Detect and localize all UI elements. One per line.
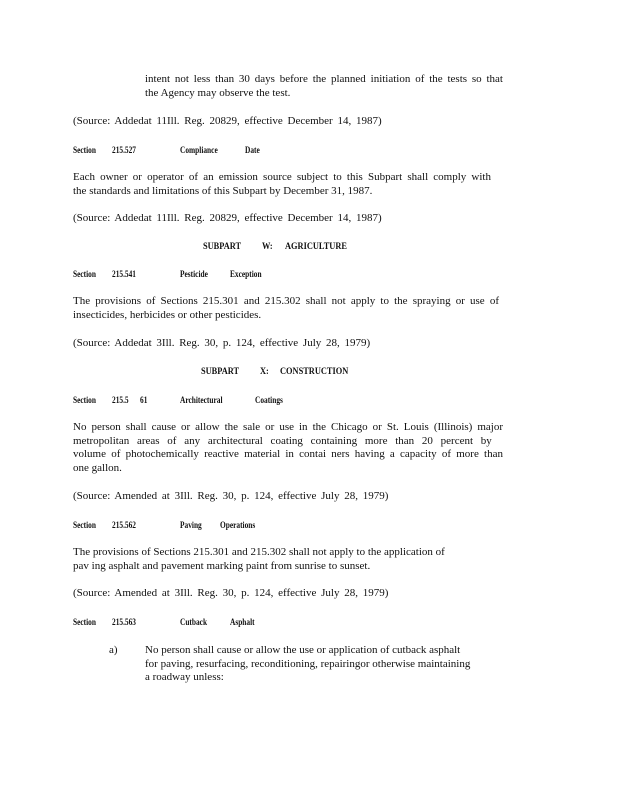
- section-title-1: Cutback: [180, 617, 208, 627]
- source-note: (Source: Amended at 3Ill. Reg. 30, p. 124, effective July 28, 1979): [73, 490, 389, 502]
- subpart-letter: X:: [260, 367, 269, 377]
- section-label: Section: [73, 395, 96, 405]
- section-label: Section: [73, 617, 96, 627]
- body-line-1: Each owner or operator of an emission source subject to this Subpart shall comply with: [73, 171, 491, 183]
- body-line-1: The provisions of Sections 215.301 and 215.302 shall not apply to the spraying or use of: [73, 295, 499, 307]
- section-label: Section: [73, 520, 96, 530]
- section-title-2: Exception: [230, 269, 262, 279]
- item-line-1: No person shall cause or allow the use or application of cutback asphalt: [145, 644, 461, 656]
- section-title-2: Coatings: [255, 395, 283, 405]
- subpart-title: CONSTRUCTION: [280, 367, 349, 377]
- list-marker: a): [109, 644, 118, 656]
- subpart-label: SUBPART: [203, 242, 242, 252]
- intro-paragraph: [145, 73, 503, 100]
- body-line-2: metropolitan areas of any architectural coating containing more than 20 percent by: [73, 434, 492, 447]
- section-title-2: Date: [245, 145, 260, 155]
- section-title-1: Compliance: [180, 145, 218, 155]
- subpart-label: SUBPART: [201, 367, 240, 377]
- section-number: 215.541: [112, 269, 136, 279]
- section-number: 215.562: [112, 520, 136, 530]
- body-line-2: the standards and limitations of this Subpart by December 31, 1987.: [73, 184, 373, 197]
- section-title-1: Paving: [180, 520, 202, 530]
- body-line-1: No person shall cause or allow the sale or use in the Chicago or St. Louis (Illinois) major: [73, 421, 503, 433]
- subpart-letter: W:: [262, 242, 273, 252]
- body-line-2: pav ing asphalt and pavement marking paint from sunrise to sunset.: [73, 559, 371, 572]
- body-line-2: insecticides, herbicides or other pesticides.: [73, 308, 262, 321]
- section-title-1: Pesticide: [180, 269, 208, 279]
- item-line-2: for paving, resurfacing, reconditioning, repairingor otherwise maintaining: [145, 657, 471, 670]
- item-line-3: a roadway unless:: [145, 671, 224, 683]
- section-title-2: Asphalt: [230, 617, 255, 627]
- section-number: 215.527: [112, 145, 136, 155]
- section-215-541-body: [73, 295, 499, 322]
- source-note: (Source: Addedat 11Ill. Reg. 20829, effective December 14, 1987): [73, 115, 382, 127]
- intro-line-2: the Agency may observe the test.: [145, 86, 291, 99]
- list-item-a: [145, 644, 495, 685]
- section-215-561-body: [73, 421, 503, 475]
- section-number: 215.563: [112, 617, 136, 627]
- section-number: 215.5: [112, 395, 129, 405]
- section-label: Section: [73, 145, 96, 155]
- section-title-2: Operations: [220, 520, 256, 530]
- body-line-4: one gallon.: [73, 461, 122, 474]
- source-note: (Source: Addedat 3Ill. Reg. 30, p. 124, effective July 28, 1979): [73, 337, 371, 349]
- section-215-527-body: [73, 171, 491, 198]
- section-number-cont: 61: [140, 395, 148, 405]
- section-label: Section: [73, 269, 96, 279]
- intro-line-1: intent not less than 30 days before the planned initiation of the tests so that: [145, 73, 503, 85]
- subpart-title: AGRICULTURE: [285, 242, 347, 252]
- source-note: (Source: Amended at 3Ill. Reg. 30, p. 124, effective July 28, 1979): [73, 587, 389, 599]
- section-215-562-body: [73, 546, 493, 573]
- body-line-3: volume of photochemically reactive material in contai ners having a capacity of more than: [73, 448, 503, 460]
- body-line-1: The provisions of Sections 215.301 and 215.302 shall not apply to the application of: [73, 546, 445, 558]
- source-note: (Source: Addedat 11Ill. Reg. 20829, effective December 14, 1987): [73, 212, 382, 224]
- section-title-1: Architectural: [180, 395, 223, 405]
